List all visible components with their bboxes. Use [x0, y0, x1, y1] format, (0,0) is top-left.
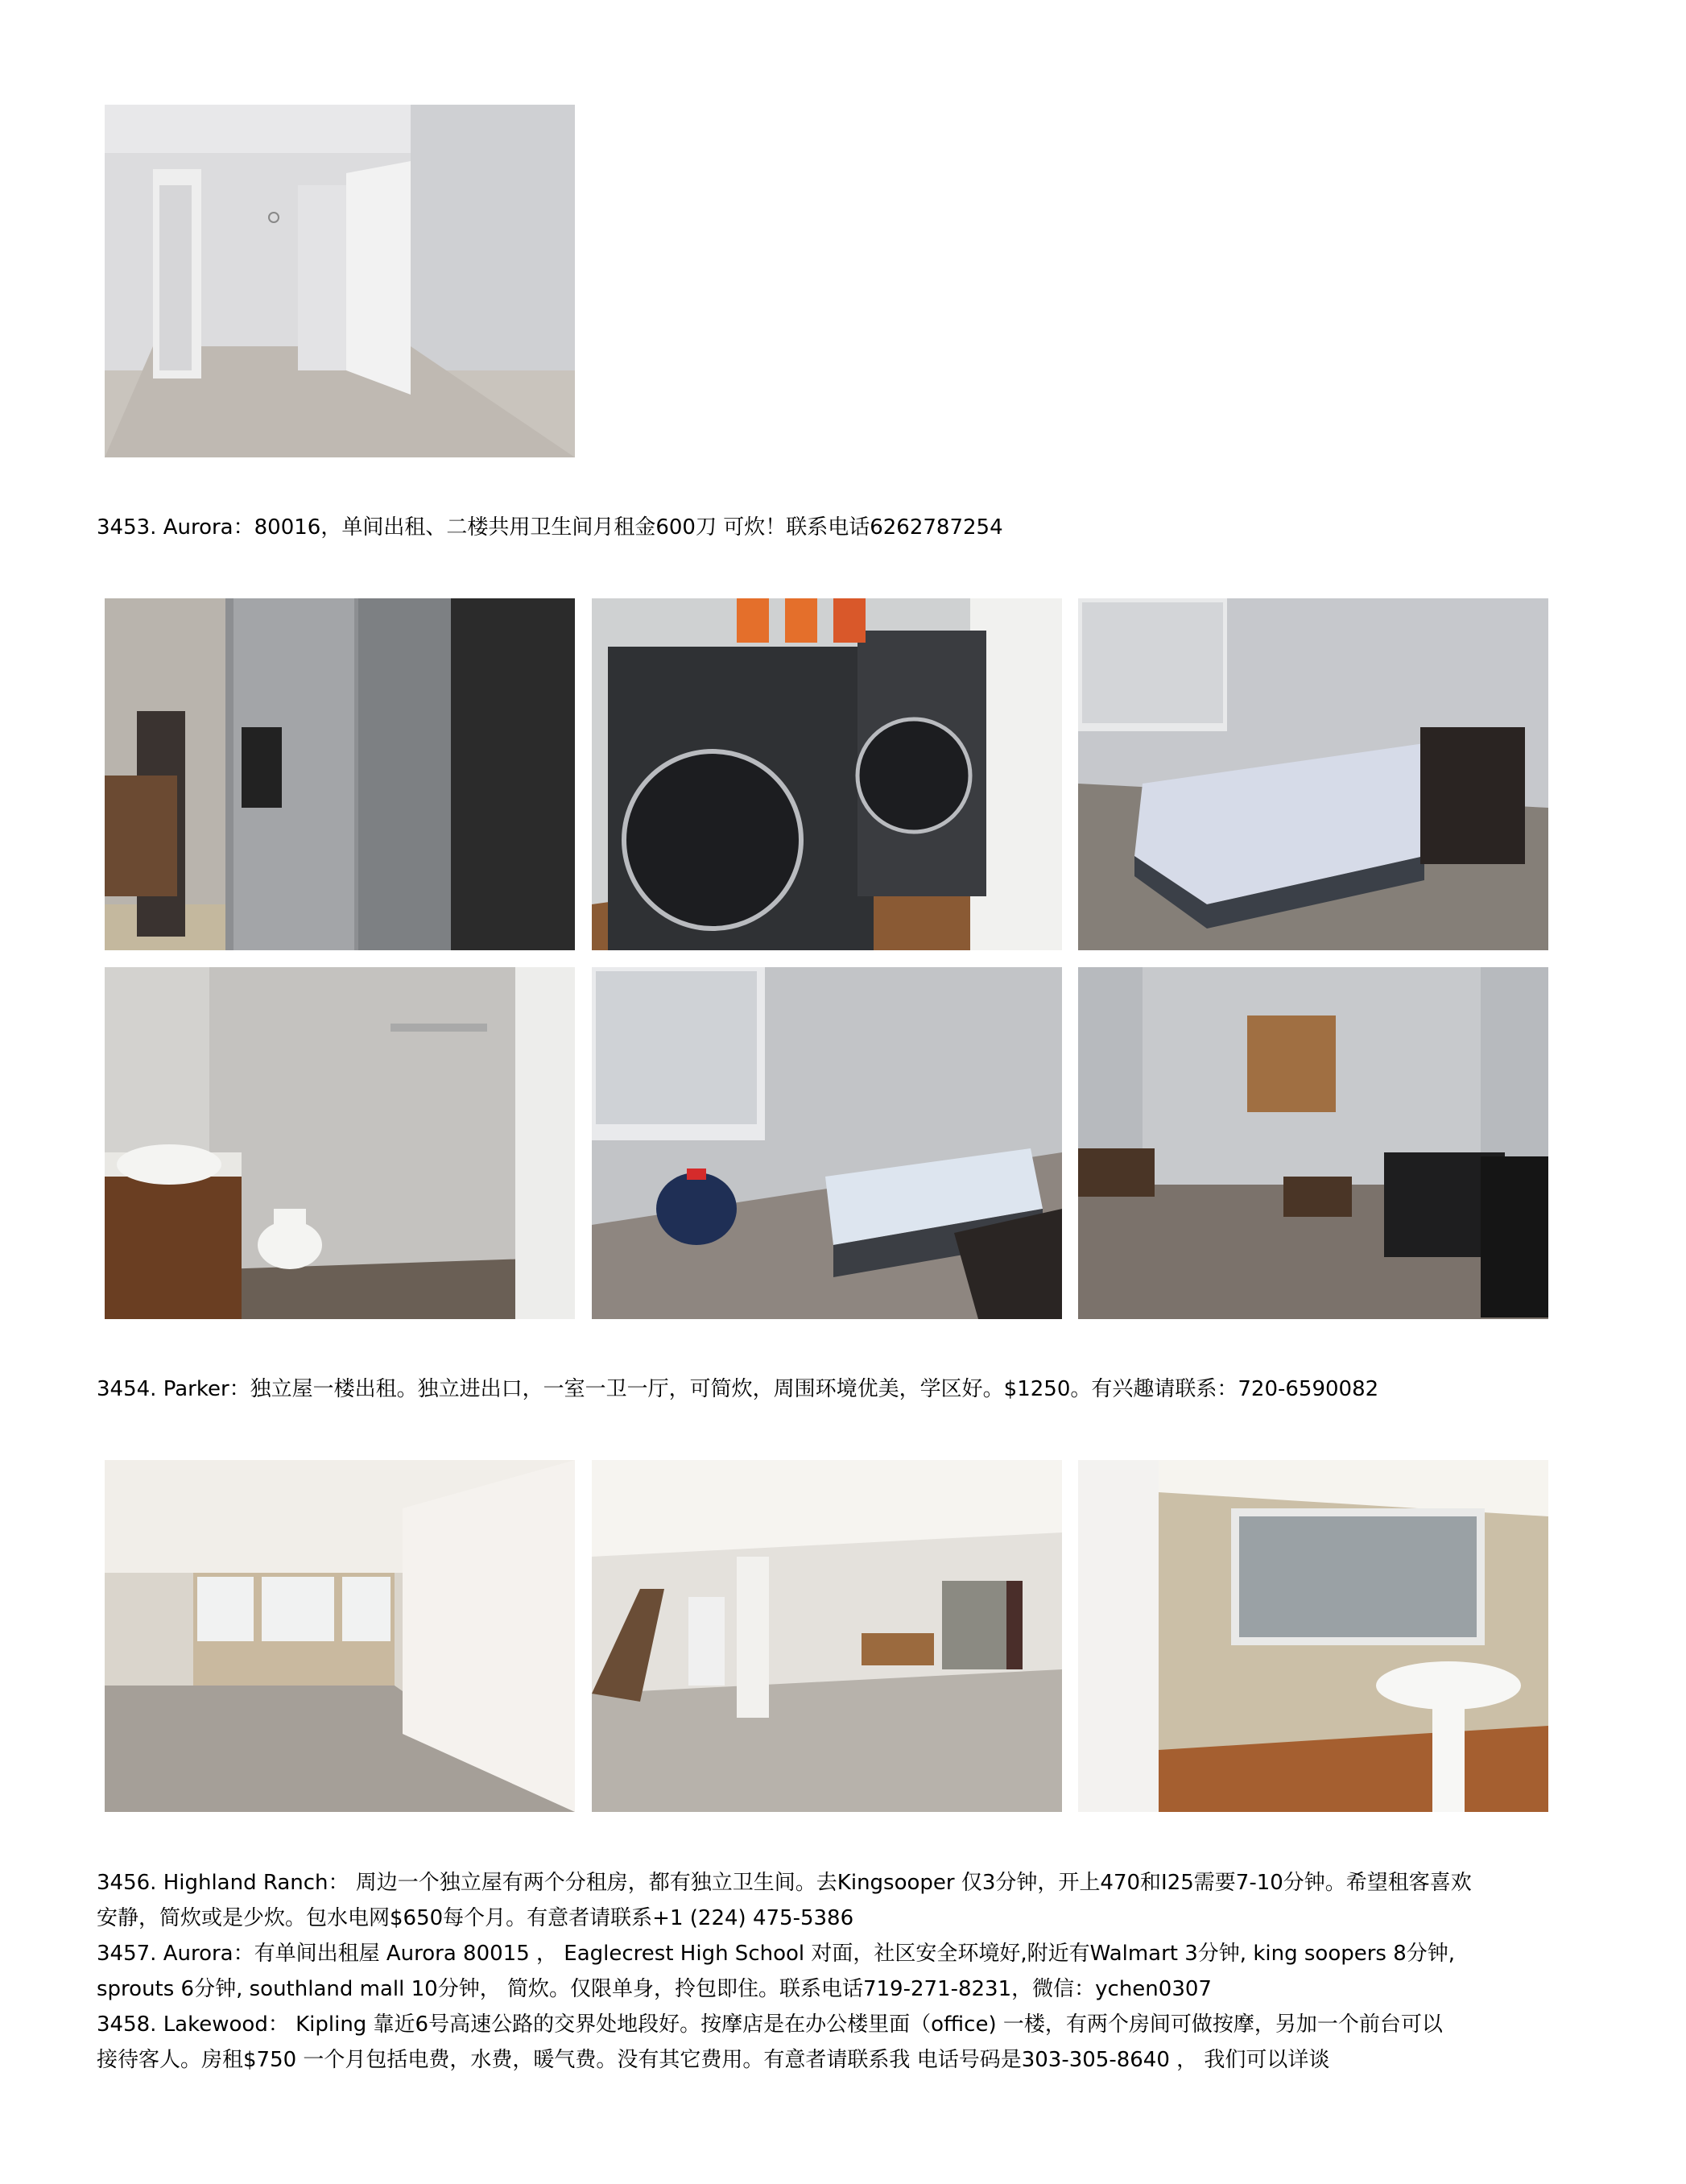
bedroom-beanbag-photo [592, 967, 1062, 1319]
listing-3454: 3454. Parker：独立屋一楼出租。独立进出口，一室一卫一厅，可简炊，周围环境优美，学区好。$1250。有兴趣请联系：720-6590082 [97, 1377, 1379, 1401]
hallway-closet-photo [105, 105, 575, 457]
bedroom-mattress-photo [1078, 598, 1548, 950]
refrigerator-photo [105, 598, 575, 950]
bathroom-sink-window-photo [1078, 1460, 1548, 1812]
listing-3458-line-1: 3458. Lakewood： Kipling 靠近6号高速公路的交界处地段好。按摩店是在办公楼里面（office) 一楼，有两个房间可做按摩，另加一个前台可以 [97, 2012, 1443, 2037]
washer-dryer-photo [592, 598, 1062, 950]
listing-3457-line-2: sprouts 6分钟, southland mall 10分钟， 简炊。仅限单身，拎包即住。联系电话719-271-8231，微信：ychen0307 [97, 1977, 1212, 2001]
listing-3456-line-2: 安静，简炊或是少炊。包水电网$650每个月。有意者请联系+1 (224) 475-5386 [97, 1906, 854, 1930]
basement-room-photo [105, 1460, 575, 1812]
basement-living-area-photo [592, 1460, 1062, 1812]
listing-3456-line-1: 3456. Highland Ranch： 周边一个独立屋有两个分租房，都有独立卫生间。去Kingsooper 仅3分钟，开上470和I25需要7-10分钟。希望租客喜欢 [97, 1871, 1472, 1895]
listing-3453: 3453. Aurora：80016，单间出租、二楼共用卫生间月租金600刀 可炊！联系电话6262787254 [97, 515, 1003, 540]
living-room-photo [1078, 967, 1548, 1319]
listing-3458-line-2: 接待客人。房租$750 一个月包括电费，水费，暖气费。没有其它费用。有意者请联系我 电话号码是303-305-8640 ， 我们可以详谈 [97, 2048, 1330, 2072]
bathroom-photo [105, 967, 575, 1319]
listing-3457-line-1: 3457. Aurora：有单间出租屋 Aurora 80015 ， Eaglecrest High School 对面，社区安全环境好,附近有Walmart 3分钟, king soopers 8分钟, [97, 1942, 1456, 1966]
